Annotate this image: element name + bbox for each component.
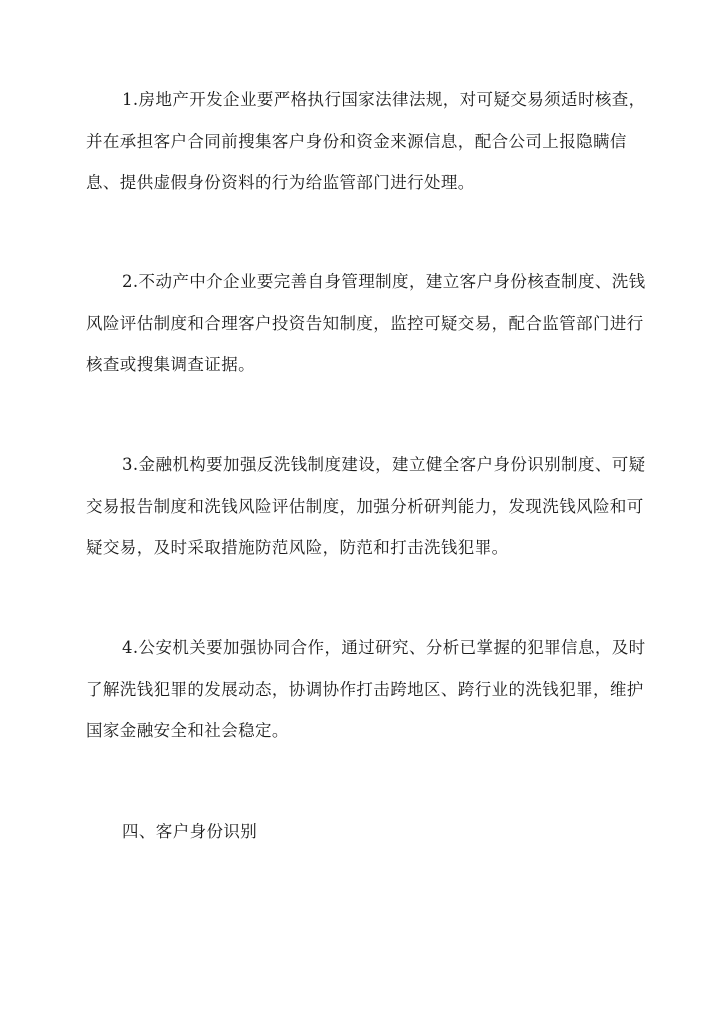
paragraph-3: 3.金融机构要加强反洗钱制度建设，建立健全客户身份识别制度、可疑交易报告制度和洗钱风险评估制度，加强分析研判能力，发现洗钱风险和可疑交易，及时采取措施防范风险，防范和打击洗钱犯罪。 — [86, 455, 646, 557]
paragraph-1: 1.房地产开发企业要严格执行国家法律法规，对可疑交易须适时核查，并在承担客户合同前搜集客户身份和资金来源信息，配合公司上报隐瞒信息、提供虚假身份资料的行为给监管部门进行处理。 — [86, 90, 646, 192]
paragraph-2: 2.不动产中介企业要完善自身管理制度，建立客户身份核查制度、洗钱风险评估制度和合理客户投资告知制度，监控可疑交易，配合监管部门进行核查或搜集调查证据。 — [86, 272, 646, 374]
section-heading: 四、客户身份识别 — [122, 822, 258, 841]
paragraph-4: 4.公安机关要加强协同合作，通过研究、分析已掌握的犯罪信息，及时了解洗钱犯罪的发展动态，协调协作打击跨地区、跨行业的洗钱犯罪，维护国家金融安全和社会稳定。 — [86, 638, 646, 740]
